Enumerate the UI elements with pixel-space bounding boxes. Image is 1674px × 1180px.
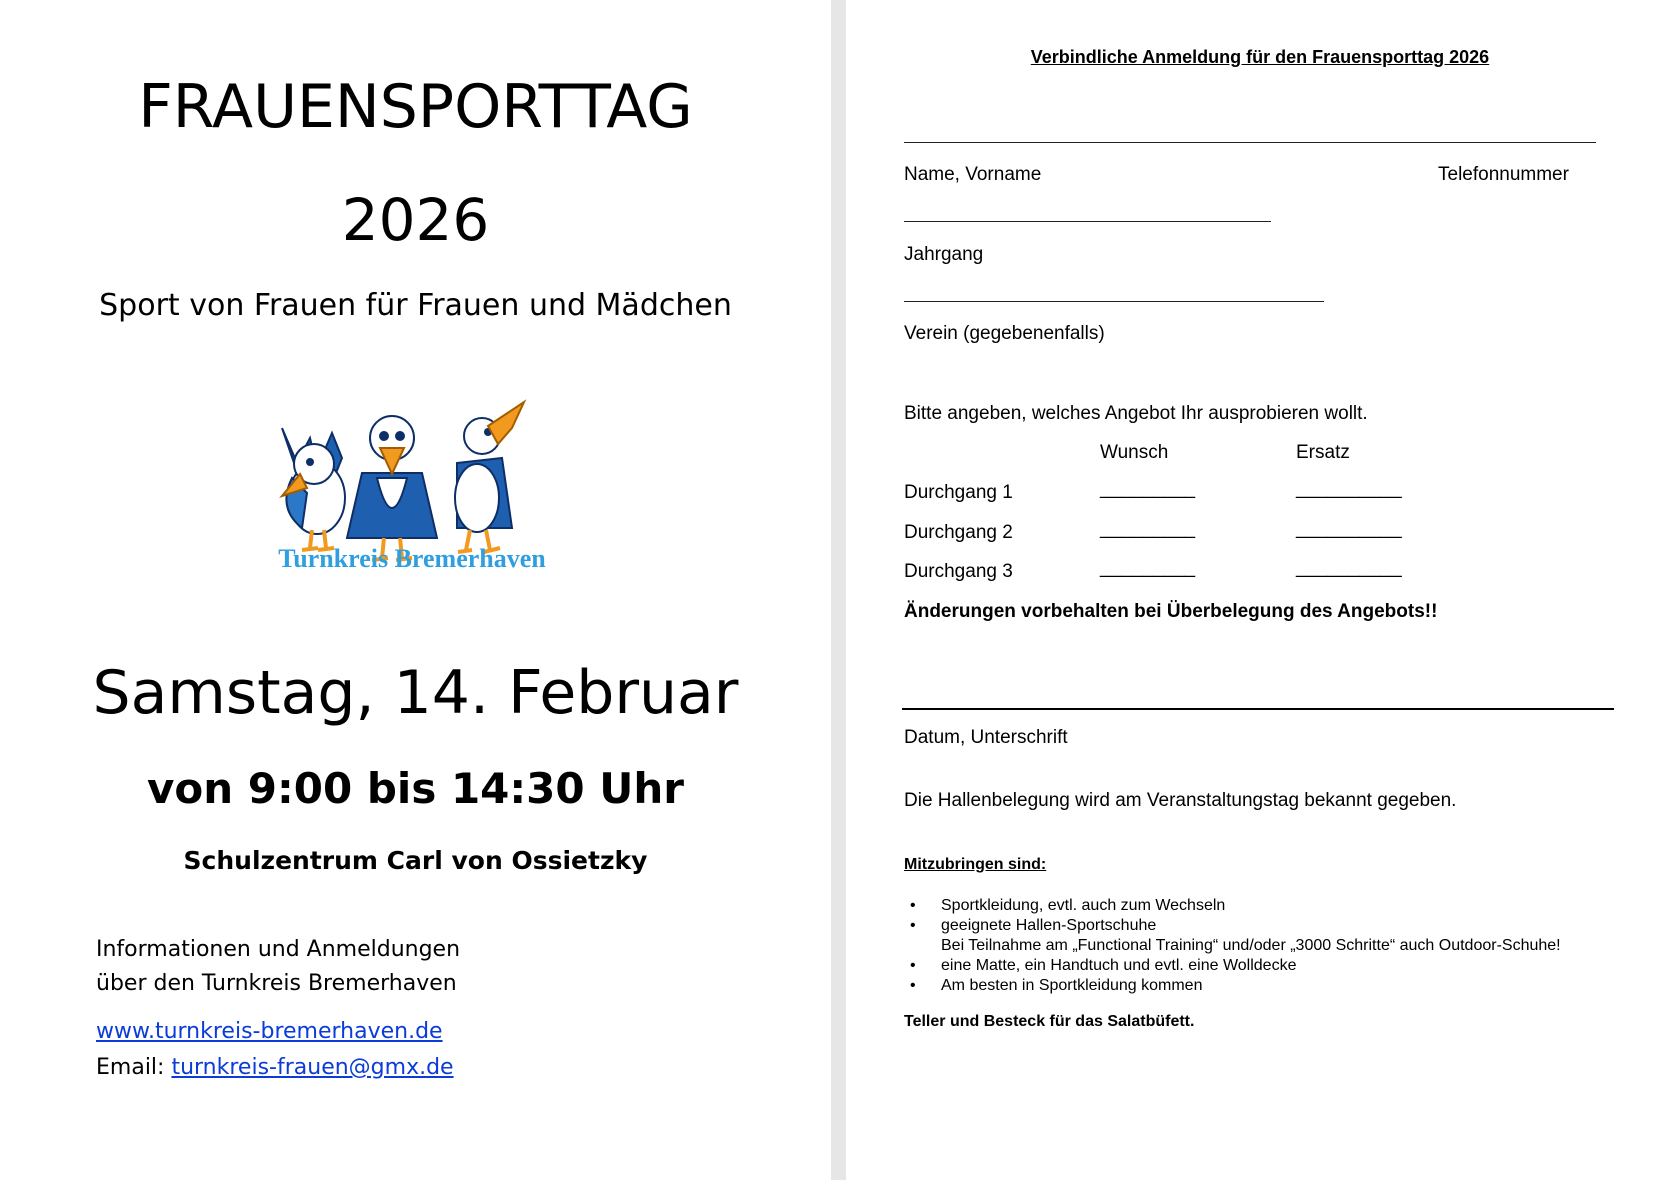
birthyear-label: Jahrgang: [904, 244, 984, 265]
email-link[interactable]: turnkreis-frauen@gmx.de: [171, 1055, 454, 1080]
round-3-wish-blank[interactable]: _________: [1100, 557, 1196, 578]
round-3-alt-blank[interactable]: __________: [1296, 557, 1402, 578]
event-subtitle: Sport von Frauen für Frauen und Mädchen: [99, 288, 732, 323]
bring-footer: Teller und Besteck für das Salatbüfett.: [904, 1013, 1195, 1030]
signature-label: Datum, Unterschrift: [904, 727, 1068, 748]
round-2-wish-blank[interactable]: _________: [1100, 518, 1196, 539]
round-2-alt-blank[interactable]: __________: [1296, 518, 1402, 539]
info-line-1: Informationen und Anmeldungen: [96, 937, 461, 962]
list-item: • Am besten in Sportkleidung kommen: [906, 976, 1561, 996]
round-2-label: Durchgang 2: [904, 522, 1013, 543]
email-label: Email:: [96, 1055, 172, 1080]
offer-prompt: Bitte angeben, welches Angebot Ihr ausprobieren wollt.: [904, 403, 1368, 424]
logo-text: Turnkreis Bremerhaven: [278, 544, 546, 573]
club-line[interactable]: [904, 301, 1324, 302]
email-line: [96, 1055, 454, 1080]
event-title: FRAUENSPORTTAG: [138, 72, 693, 142]
flyer-page: [0, 0, 831, 1180]
bring-item-note: Bei Teilnahme am „Functional Training“ und/oder „3000 Schritte“ auch Outdoor-Schuhe!: [941, 937, 1561, 954]
phone-label: Telefonnummer: [1438, 164, 1569, 185]
round-3-label: Durchgang 3: [904, 561, 1013, 582]
event-date: Samstag, 14. Februar: [92, 658, 739, 728]
changes-note: Änderungen vorbehalten bei Überbelegung des Angebots!!: [904, 601, 1438, 622]
list-item: • Sportkleidung, evtl. auch zum Wechseln: [906, 896, 1561, 916]
col-alt-header: Ersatz: [1296, 442, 1350, 463]
club-label: Verein (gegebenenfalls): [904, 323, 1105, 344]
round-1-label: Durchgang 1: [904, 482, 1013, 503]
birthyear-line[interactable]: [904, 221, 1271, 222]
event-time: von 9:00 bis 14:30 Uhr: [147, 764, 684, 813]
bring-title: Mitzubringen sind:: [904, 856, 1047, 873]
name-label: Name, Vorname: [904, 164, 1042, 185]
name-phone-line[interactable]: [904, 142, 1596, 143]
list-item: • geeignete Hallen-Sportschuhe Bei Teilnahme am „Functional Training“ und/oder „3000 Schritte“ auch Outdoor-Schuhe!: [906, 916, 1561, 956]
round-1-alt-blank[interactable]: __________: [1296, 478, 1402, 499]
bring-list: [906, 896, 1561, 996]
form-title: Verbindliche Anmeldung für den Frauensporttag 2026: [1030, 47, 1490, 67]
turnkreis-logo: [262, 398, 562, 583]
hall-note: Die Hallenbelegung wird am Veranstaltungstag bekannt gegeben.: [904, 790, 1457, 811]
event-year: 2026: [341, 186, 490, 254]
round-1-wish-blank[interactable]: _________: [1100, 478, 1196, 499]
signature-line[interactable]: [902, 708, 1614, 710]
website-link[interactable]: www.turnkreis-bremerhaven.de: [96, 1019, 443, 1044]
event-venue: Schulzentrum Carl von Ossietzky: [183, 846, 648, 875]
col-wish-header: Wunsch: [1100, 442, 1169, 463]
list-item: • eine Matte, ein Handtuch und evtl. eine Wolldecke: [906, 956, 1561, 976]
info-line-2: über den Turnkreis Bremerhaven: [96, 971, 457, 996]
registration-form-page: [846, 0, 1674, 1180]
